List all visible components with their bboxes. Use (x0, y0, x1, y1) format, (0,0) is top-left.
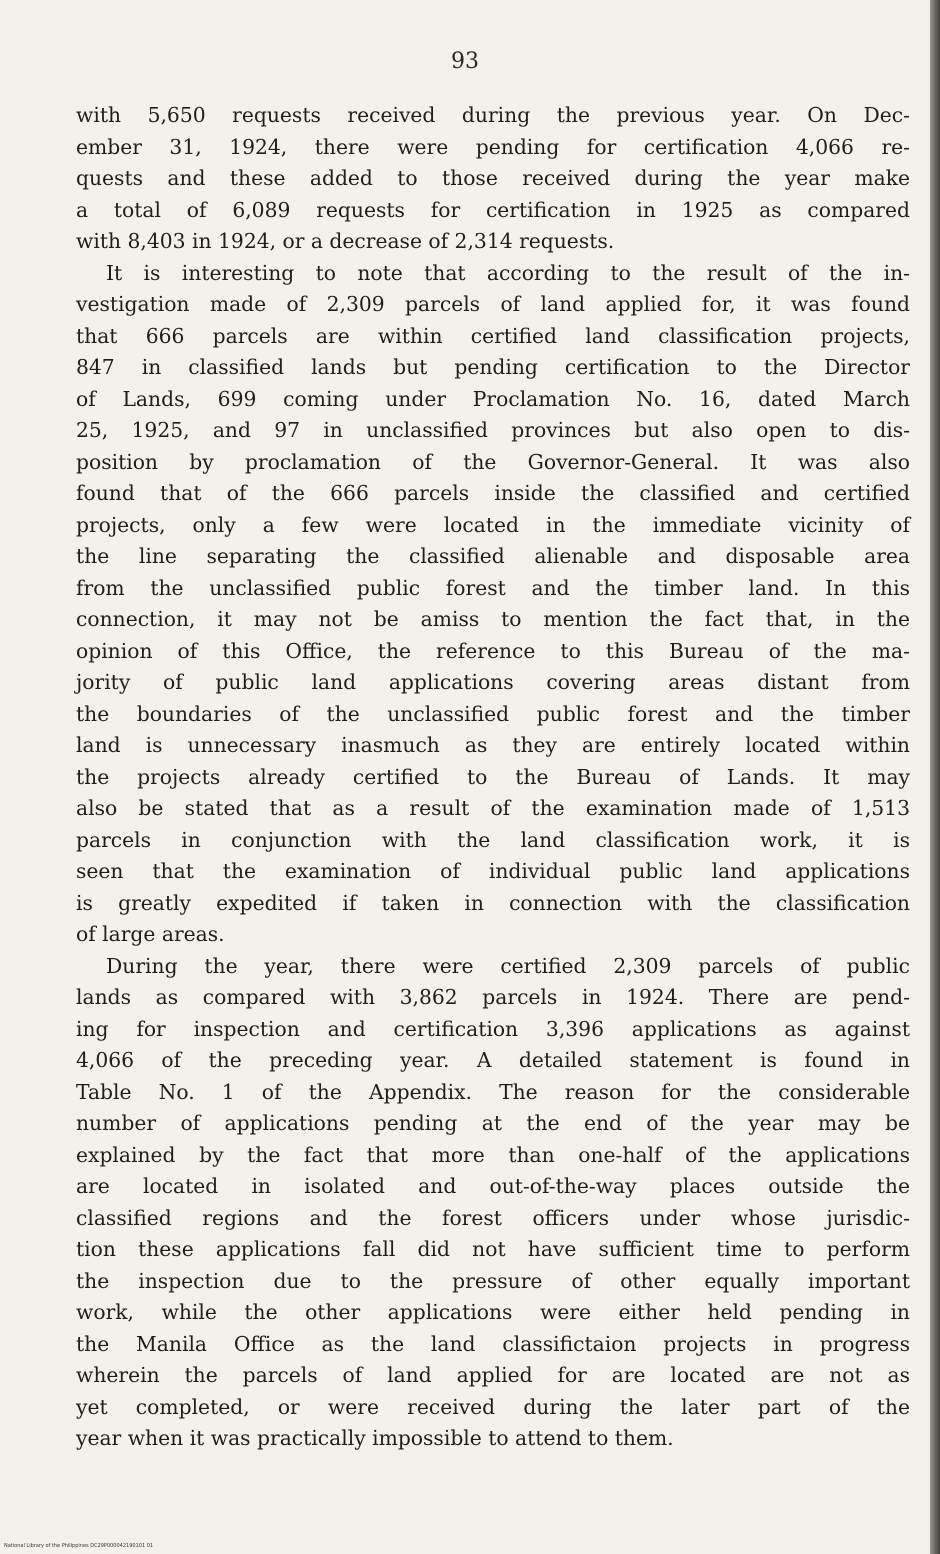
text-line: quests and these added to those received during the year make (76, 166, 910, 190)
text-line: seen that the examination of individual public land applications (76, 859, 910, 883)
text-line: ember 31, 1924, there were pending for certification 4,066 re- (76, 134, 910, 159)
text-line: also be stated that as a result of the examination made of 1,513 (76, 796, 910, 820)
text-line: number of applications pending at the end of the year may be (76, 1111, 910, 1135)
text-line: year when it was practically impossible to attend to them. (76, 1426, 674, 1450)
text-line: classified regions and the forest officers under whose jurisdic- (76, 1205, 910, 1230)
page-number: 93 (451, 49, 479, 74)
text-line: tion these applications fall did not have sufficient time to perform (76, 1237, 910, 1261)
text-line: land is unnecessary inasmuch as they are entirely located within (76, 733, 910, 757)
text-line: the line separating the classified alienable and disposable area (76, 544, 910, 568)
text-line: the Manila Office as the land classifictaion projects in progress (76, 1331, 910, 1356)
text-line: projects, only a few were located in the immediate vicinity of (76, 512, 910, 537)
text-line: connection, it may not be amiss to mention the fact that, in the (76, 607, 910, 631)
text-line: that 666 parcels are within certified land classification projects, (76, 323, 910, 348)
text-line: jority of public land applications covering areas distant from (76, 670, 910, 694)
text-line: 4,066 of the preceding year. A detailed statement is found in (76, 1048, 910, 1072)
text-line: vestigation made of 2,309 parcels of land applied for, it was found (76, 292, 910, 316)
text-line: with 5,650 requests received during the previous year. On Dec- (76, 103, 910, 127)
text-line: a total of 6,089 requests for certification in 1925 as compared (76, 197, 910, 222)
text-line: position by proclamation of the Governor-General. It was also (76, 449, 910, 474)
text-line: the boundaries of the unclassified public forest and the timber (76, 701, 910, 726)
text-line: found that of the 666 parcels inside the classified and certified (76, 481, 910, 505)
paragraph-2 (76, 258, 910, 951)
page-edge-shadow (930, 0, 940, 1554)
text-line: yet completed, or were received during the later part of the (76, 1394, 910, 1419)
text-line: from the unclassified public forest and the timber land. In this (76, 575, 910, 600)
text-line: It is interesting to note that according to the result of the in- (106, 260, 910, 285)
text-line: is greatly expedited if taken in connection with the classification (76, 890, 910, 915)
text-line: 847 in classified lands but pending certification to the Director (76, 355, 910, 379)
text-line: are located in isolated and out-of-the-way places outside the (76, 1174, 910, 1198)
text-line: the projects already certified to the Bureau of Lands. It may (76, 764, 910, 789)
text-line: opinion of this Office, the reference to this Bureau of the ma- (76, 638, 910, 663)
paragraph-1 (76, 100, 910, 258)
text-line: 25, 1925, and 97 in unclassified provinces but also open to dis- (76, 418, 910, 442)
text-line: lands as compared with 3,862 parcels in 1924. There are pend- (76, 985, 910, 1009)
text-line: wherein the parcels of land applied for are located are not as (76, 1363, 910, 1387)
text-line: of large areas. (76, 922, 225, 946)
body-text (76, 100, 910, 1455)
text-line: work, while the other applications were either held pending in (76, 1300, 910, 1324)
text-line: parcels in conjunction with the land classification work, it is (76, 827, 910, 852)
text-line: with 8,403 in 1924, or a decrease of 2,314 requests. (76, 229, 615, 253)
text-line: Table No. 1 of the Appendix. The reason for the considerable (76, 1079, 910, 1104)
paragraph-3 (76, 951, 910, 1455)
scan-footer: National Library of the Philippines DC29P000042190101 01 (4, 1543, 154, 1549)
text-line: During the year, there were certified 2,309 parcels of public (106, 953, 910, 978)
text-line: ing for inspection and certification 3,396 applications as against (76, 1016, 910, 1041)
text-line: explained by the fact that more than one-half of the applications (76, 1142, 910, 1167)
text-line: the inspection due to the pressure of other equally important (76, 1268, 910, 1293)
text-line: of Lands, 699 coming under Proclamation No. 16, dated March (76, 386, 910, 411)
